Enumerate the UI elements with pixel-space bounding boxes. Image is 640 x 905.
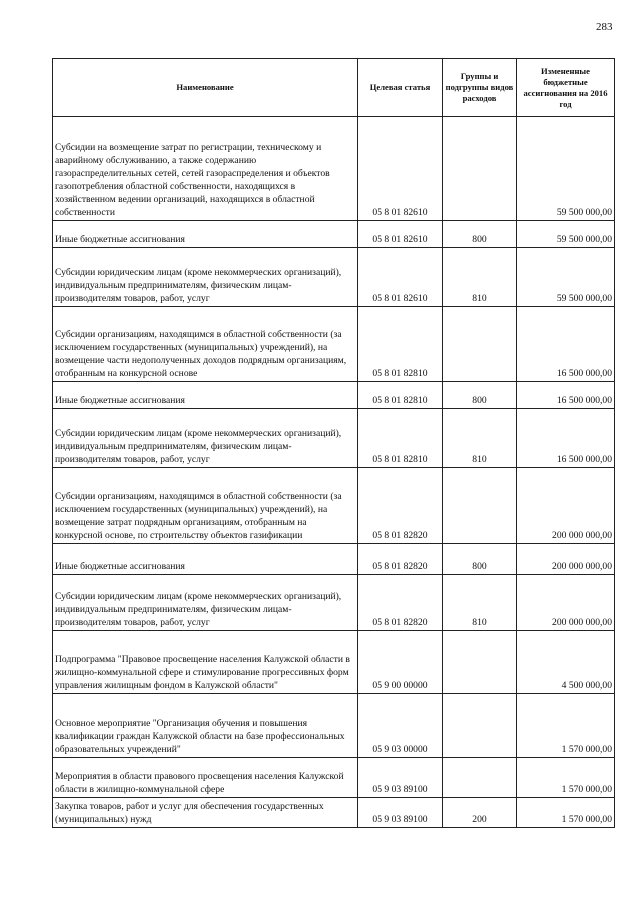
row-amount: 16 500 000,00 bbox=[517, 409, 615, 468]
row-group bbox=[443, 631, 517, 694]
row-code: 05 8 01 82610 bbox=[358, 221, 443, 248]
row-amount: 59 500 000,00 bbox=[517, 248, 615, 307]
table-row bbox=[53, 631, 615, 694]
row-group: 800 bbox=[443, 544, 517, 575]
page-number: 283 bbox=[596, 21, 613, 33]
row-code: 05 9 00 00000 bbox=[358, 631, 443, 694]
row-name: Субсидии юридическим лицам (кроме некоммерческих организаций), индивидуальным предпринимателям, физическим лицам-производителям товаров, работ, услуг bbox=[53, 248, 358, 307]
row-group bbox=[443, 694, 517, 758]
row-code: 05 8 01 82610 bbox=[358, 248, 443, 307]
header-group: Группы и подгруппы видов расходов bbox=[443, 59, 517, 117]
row-name: Субсидии юридическим лицам (кроме некоммерческих организаций), индивидуальным предпринимателям, физическим лицам-производителям товаров, работ, услуг bbox=[53, 575, 358, 631]
row-code: 05 9 03 89100 bbox=[358, 798, 443, 828]
row-amount: 200 000 000,00 bbox=[517, 468, 615, 544]
row-amount: 200 000 000,00 bbox=[517, 544, 615, 575]
row-code: 05 8 01 82810 bbox=[358, 409, 443, 468]
row-amount: 59 500 000,00 bbox=[517, 117, 615, 221]
row-code: 05 8 01 82810 bbox=[358, 307, 443, 382]
table-row bbox=[53, 758, 615, 798]
row-group: 800 bbox=[443, 221, 517, 248]
row-name: Иные бюджетные ассигнования bbox=[53, 382, 358, 409]
row-code: 05 8 01 82810 bbox=[358, 382, 443, 409]
row-amount: 16 500 000,00 bbox=[517, 382, 615, 409]
row-amount: 1 570 000,00 bbox=[517, 798, 615, 828]
row-name: Закупка товаров, работ и услуг для обеспечения государственных (муниципальных) нужд bbox=[53, 798, 358, 828]
row-group bbox=[443, 468, 517, 544]
header-row bbox=[53, 59, 615, 117]
row-name: Субсидии на возмещение затрат по регистрации, техническому и аварийному обслуживанию, а также содержанию газораспределительных сетей, сетей газораспределения и объектов газопотребления областной собственности, находящихся в хозяйственном ведении организаций, находящихся в областной собственности bbox=[53, 117, 358, 221]
row-name: Субсидии организациям, находящимся в областной собственности (за исключением государственных (муниципальных) учреждений), на возмещение части недополученных доходов подрядным организациям, отобранным на конкурсной основе bbox=[53, 307, 358, 382]
row-name: Основное мероприятие "Организация обучения и повышения квалификации граждан Калужской области на базе профессиональных образовательных учреждений" bbox=[53, 694, 358, 758]
row-group bbox=[443, 307, 517, 382]
row-amount: 16 500 000,00 bbox=[517, 307, 615, 382]
header-name: Наименование bbox=[53, 59, 358, 117]
row-name: Иные бюджетные ассигнования bbox=[53, 544, 358, 575]
row-group: 810 bbox=[443, 409, 517, 468]
row-code: 05 8 01 82820 bbox=[358, 468, 443, 544]
row-amount: 4 500 000,00 bbox=[517, 631, 615, 694]
table-row bbox=[53, 382, 615, 409]
row-code: 05 8 01 82820 bbox=[358, 544, 443, 575]
row-amount: 1 570 000,00 bbox=[517, 694, 615, 758]
row-group: 200 bbox=[443, 798, 517, 828]
row-group: 800 bbox=[443, 382, 517, 409]
row-amount: 200 000 000,00 bbox=[517, 575, 615, 631]
row-name: Субсидии юридическим лицам (кроме некоммерческих организаций), индивидуальным предпринимателям, физическим лицам-производителям товаров, работ, услуг bbox=[53, 409, 358, 468]
row-group bbox=[443, 117, 517, 221]
table-row bbox=[53, 307, 615, 382]
row-name: Иные бюджетные ассигнования bbox=[53, 221, 358, 248]
row-amount: 1 570 000,00 bbox=[517, 758, 615, 798]
row-code: 05 9 03 89100 bbox=[358, 758, 443, 798]
table-row bbox=[53, 409, 615, 468]
header-amount: Измененные бюджетные ассигнования на 2016 год bbox=[517, 59, 615, 117]
table-row bbox=[53, 575, 615, 631]
row-code: 05 8 01 82820 bbox=[358, 575, 443, 631]
budget-table bbox=[52, 58, 615, 828]
row-group bbox=[443, 758, 517, 798]
row-name: Мероприятия в области правового просвещения населения Калужской области в жилищно-коммунальной сфере bbox=[53, 758, 358, 798]
table-row bbox=[53, 468, 615, 544]
row-name: Подпрограмма "Правовое просвещение населения Калужской области в жилищно-коммунальной сфере и стимулирование прогрессивных форм управления жилищным фондом в Калужской области" bbox=[53, 631, 358, 694]
table-row bbox=[53, 221, 615, 248]
row-group: 810 bbox=[443, 575, 517, 631]
row-code: 05 9 03 00000 bbox=[358, 694, 443, 758]
table-row bbox=[53, 798, 615, 828]
table-row bbox=[53, 248, 615, 307]
table-row bbox=[53, 544, 615, 575]
row-name: Субсидии организациям, находящимся в областной собственности (за исключением государственных (муниципальных) учреждений), на возмещение затрат подрядным организациям, отобранным на конкурсной основе, по строительству объектов газификации bbox=[53, 468, 358, 544]
row-amount: 59 500 000,00 bbox=[517, 221, 615, 248]
table-row bbox=[53, 694, 615, 758]
row-code: 05 8 01 82610 bbox=[358, 117, 443, 221]
header-code: Целевая статья bbox=[358, 59, 443, 117]
row-group: 810 bbox=[443, 248, 517, 307]
table-row bbox=[53, 117, 615, 221]
